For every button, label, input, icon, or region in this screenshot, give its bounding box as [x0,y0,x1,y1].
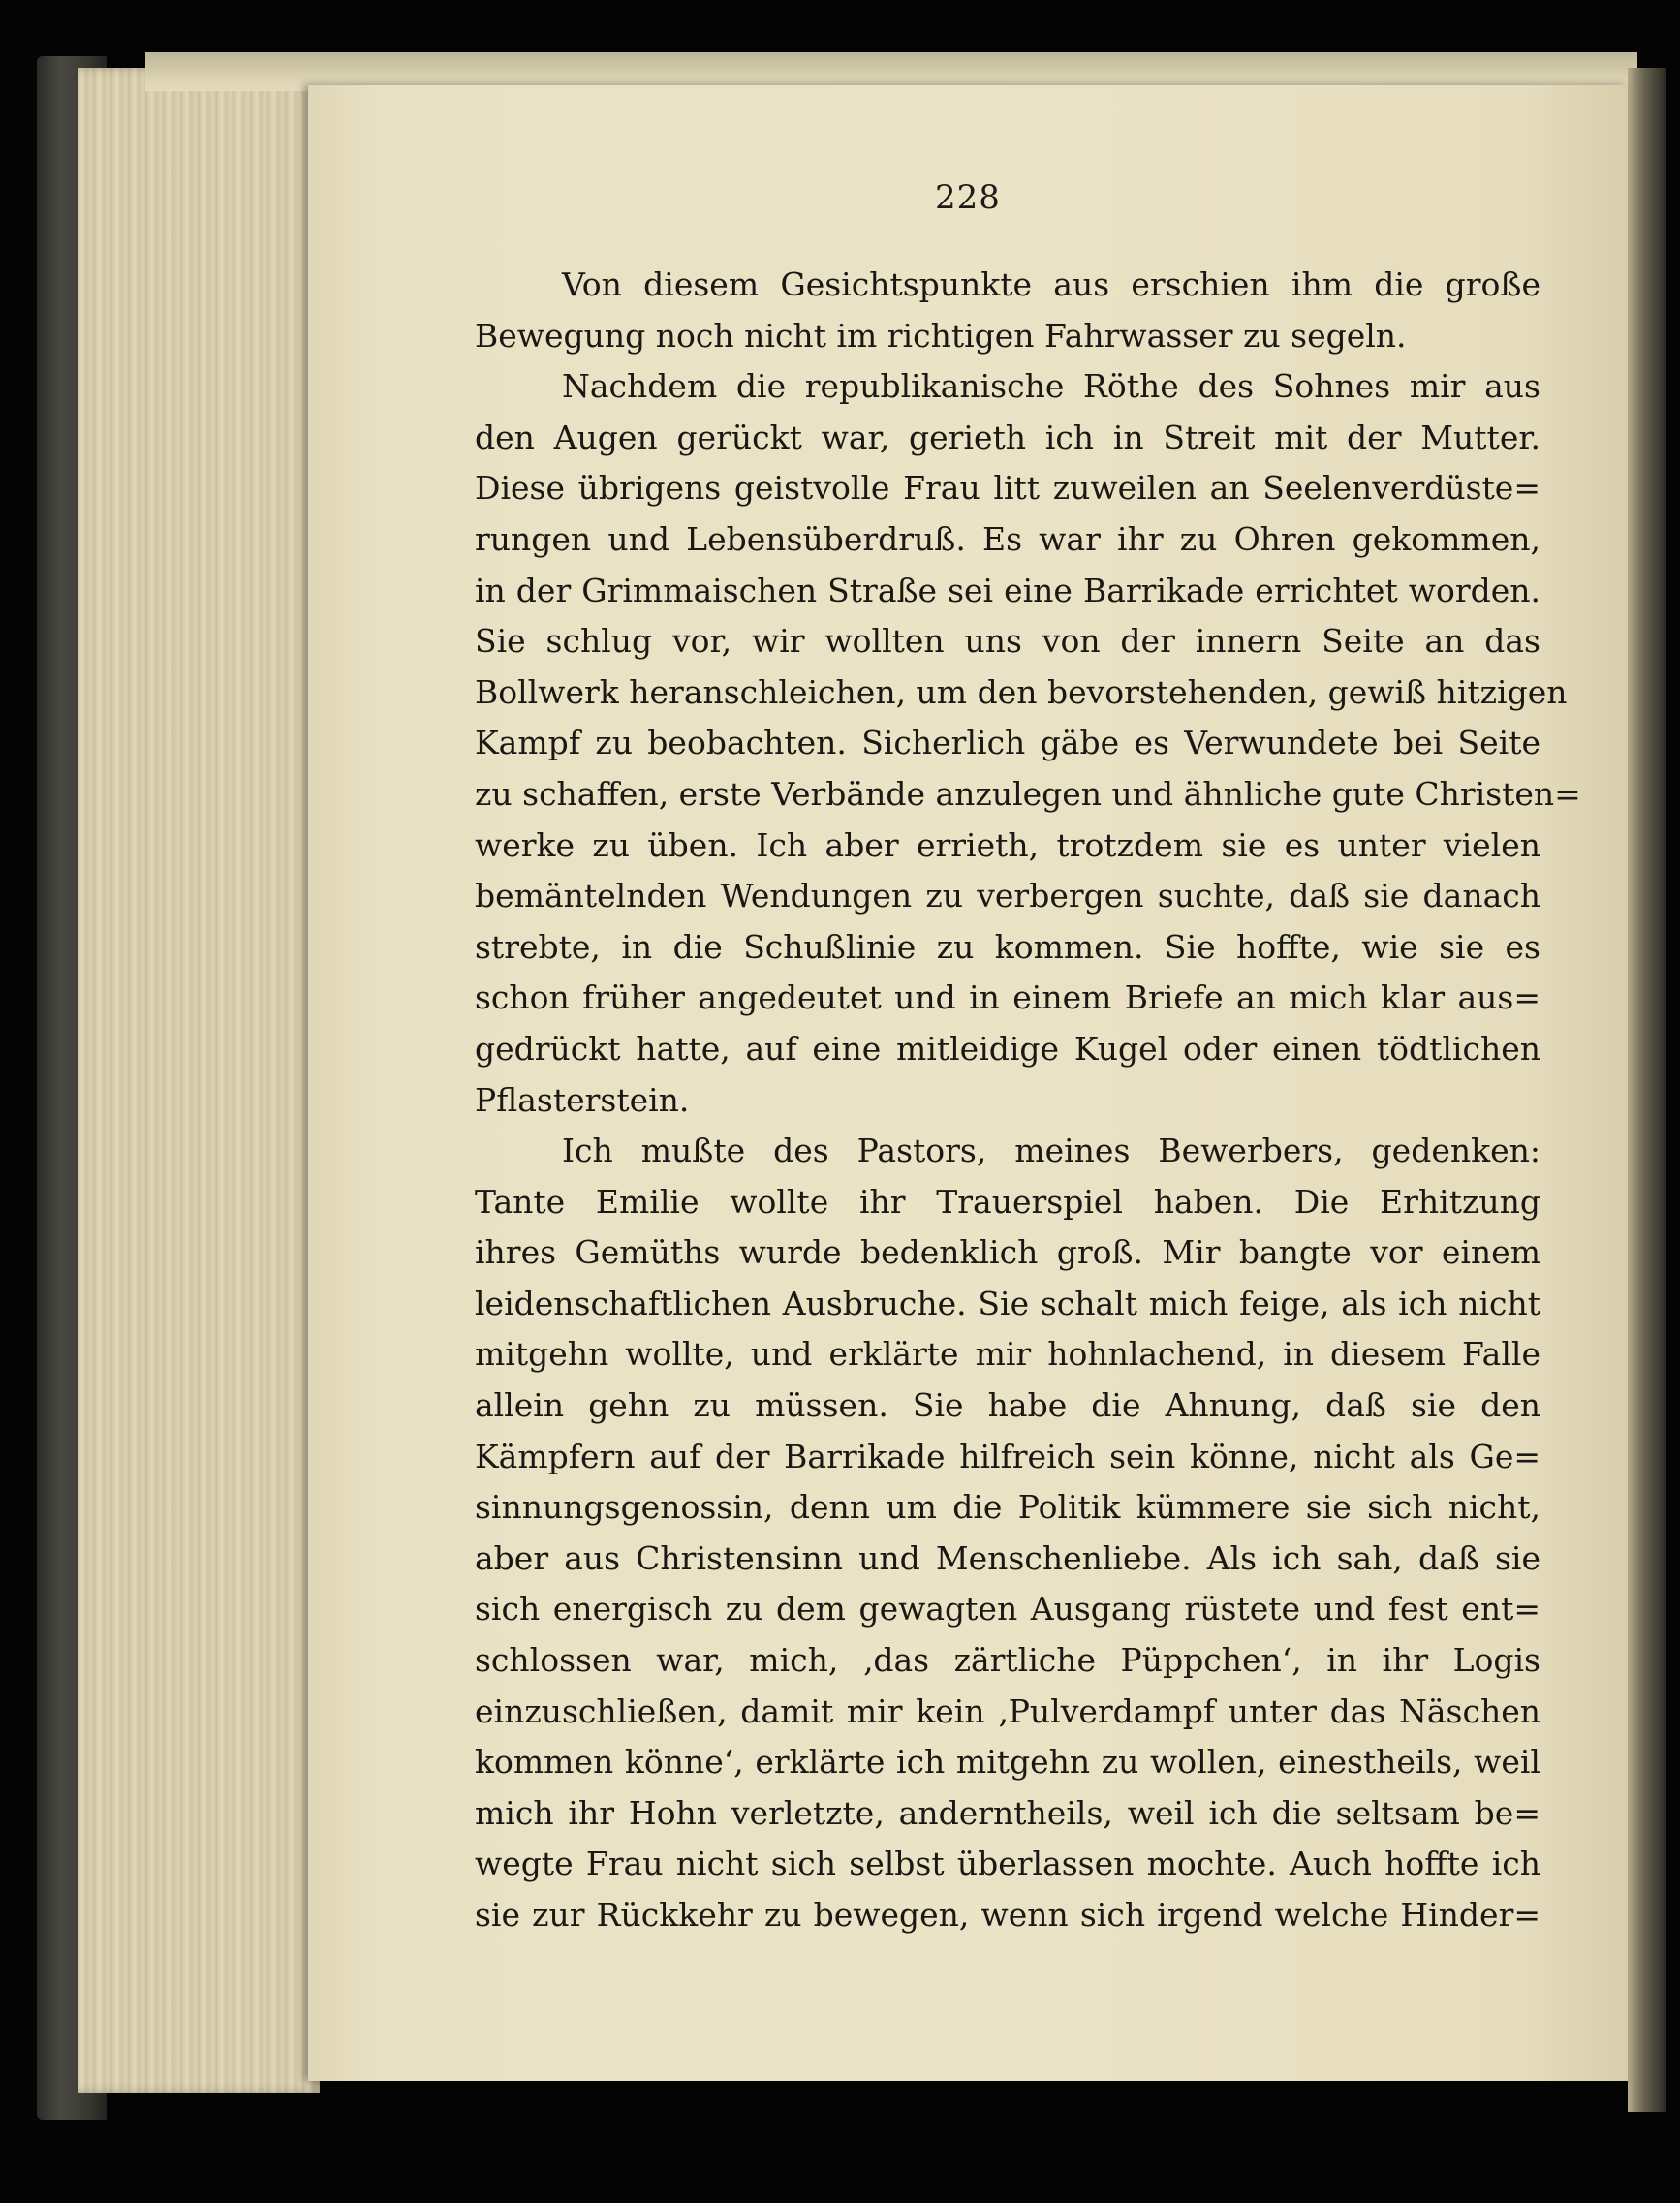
text-line: sie zur Rückkehr zu bewegen, wenn sich irgend welche Hinder= [475,1896,1540,1934]
text-line: Diese übrigens geistvolle Frau litt zuweilen an Seelenverdüste= [475,469,1540,508]
text-line: Bollwerk heranschleichen, um den bevorstehenden, gewiß hitzigen [475,672,1568,711]
text-line: mitgehn wollte, und erklärte mir hohnlachend, in diesem Falle [475,1335,1540,1374]
text-line: schon früher angedeutet und in einem Briefe an mich klar aus= [475,978,1540,1017]
text-line: Nachdem die republikanische Röthe des Sohnes mir aus [562,367,1540,406]
text-line: allein gehn zu müssen. Sie habe die Ahnung, daß sie den [475,1386,1540,1425]
text-line: wegte Frau nicht sich selbst überlassen mochte. Auch hoffte ich [475,1845,1540,1883]
page-number: 228 [935,178,1001,217]
text-line: Ich mußte des Pastors, meines Bewerbers, gedenken: [562,1132,1540,1170]
text-line: rungen und Lebensüberdruß. Es war ihr zu Ohren gekommen, [475,519,1540,558]
text-line: leidenschaftlichen Ausbruche. Sie schalt mich feige, als ich nicht [475,1284,1540,1322]
text-line: den Augen gerückt war, gerieth ich in Streit mit der Mutter. [475,418,1540,456]
text-line: Pflasterstein. [475,1080,690,1119]
page-text [475,260,1581,1941]
text-line: kommen könne‘, erklärte ich mitgehn zu wollen, einestheils, weil [475,1743,1540,1782]
text-line: sinnungsgenossin, denn um die Politik kümmere sie sich nicht, [475,1488,1540,1527]
text-line: zu schaffen, erste Verbände anzulegen und ähnliche gute Christen= [475,774,1581,813]
binding-gutter [1628,68,1666,2112]
text-line: schlossen war, mich, ‚das zärtliche Püppchen‘, in ihr Logis [475,1641,1540,1680]
text-line: Kämpfern auf der Barrikade hilfreich sein könne, nicht als Ge= [475,1437,1540,1475]
text-line: strebte, in die Schußlinie zu kommen. Sie hoffte, wie sie es [475,927,1540,966]
book-page [308,85,1628,2081]
text-line: gedrückt hatte, auf eine mitleidige Kugel oder einen tödtlichen [475,1029,1540,1068]
page-edges [78,68,320,2093]
text-line: Tante Emilie wollte ihr Trauerspiel haben. Die Erhitzung [475,1182,1540,1221]
text-line: Kampf zu beobachten. Sicherlich gäbe es Verwundete bei Seite [475,724,1540,762]
text-line: einzuschließen, damit mir kein ‚Pulverdampf unter das Näschen [475,1691,1540,1730]
text-line: in der Grimmaischen Straße sei eine Barrikade errichtet worden. [475,571,1540,609]
text-line: aber aus Christensinn und Menschenliebe. Als ich sah, daß sie [475,1538,1540,1577]
text-line: ihres Gemüths wurde bedenklich groß. Mir bangte vor einem [475,1233,1540,1272]
text-line: sich energisch zu dem gewagten Ausgang rüstete und fest ent= [475,1590,1540,1629]
text-line: Bewegung noch nicht im richtigen Fahrwasser zu segeln. [475,316,1407,355]
text-line: bemäntelnden Wendungen zu verbergen suchte, daß sie danach [475,877,1540,915]
text-line: werke zu üben. Ich aber errieth, trotzdem sie es unter vielen [475,825,1540,864]
text-line: Von diesem Gesichtspunkte aus erschien ihm die große [562,265,1540,303]
text-line: mich ihr Hohn verletzte, anderntheils, weil ich die seltsam be= [475,1793,1540,1832]
text-line: Sie schlug vor, wir wollten uns von der innern Seite an das [475,622,1540,661]
